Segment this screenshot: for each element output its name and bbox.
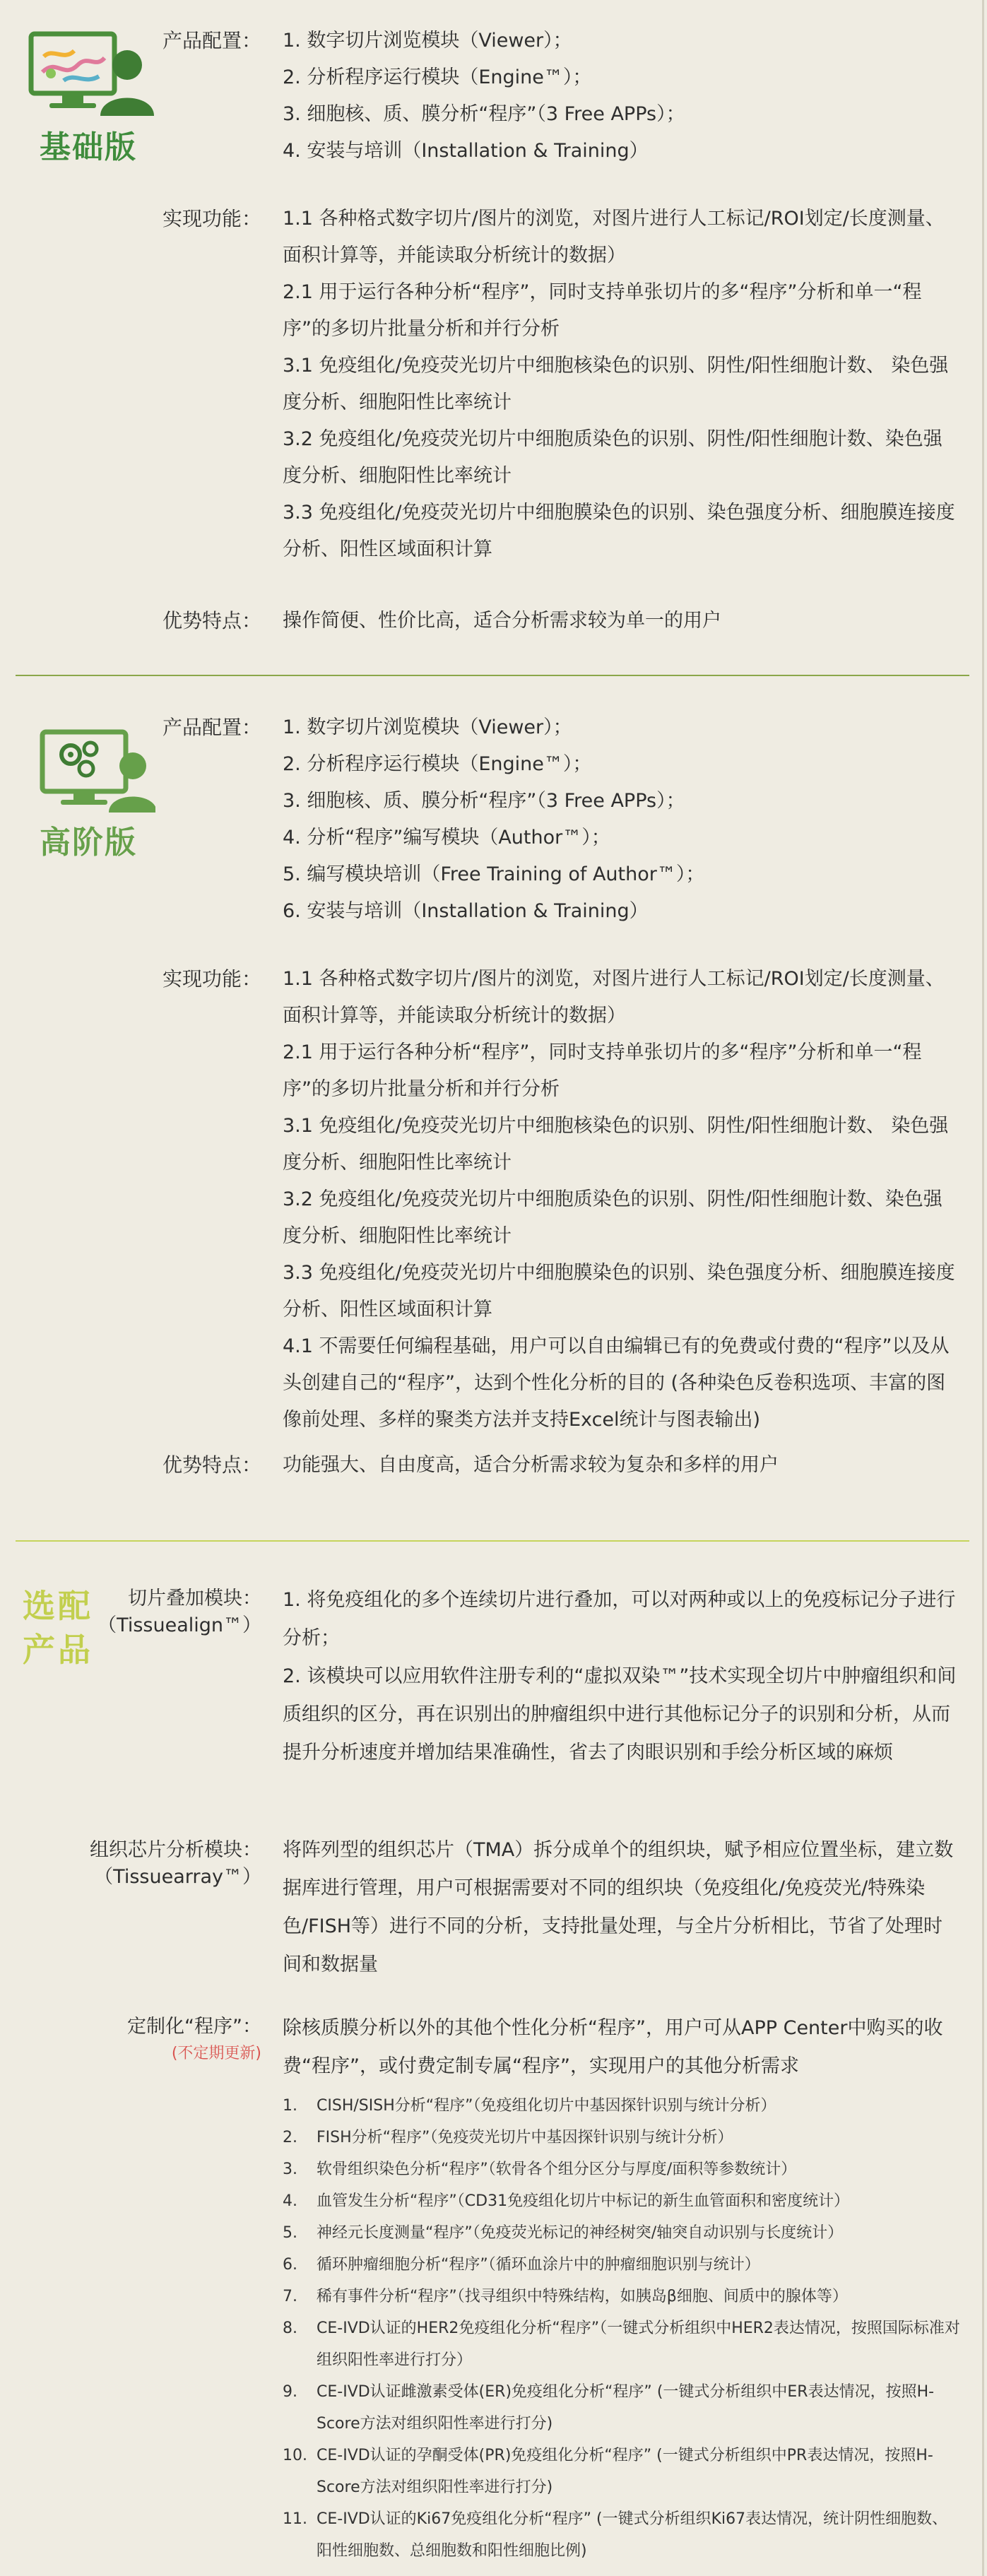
list-item-num: 7. <box>283 2288 297 2305</box>
list-item-num: 3. <box>283 2161 297 2178</box>
advanced-func-item: 4.1 不需要任何编程基础，用户可以自由编辑已有的免费或付费的“程序”以及从头创建自己的“程序”，达到个性化分析的目的 (各种染色反卷积选项、丰富的图像前处理、多样的聚类方法并支持Excel统计与图表输出) <box>283 1335 950 1431</box>
list-item-num: 6. <box>283 2256 297 2274</box>
advanced-title: 高阶版 <box>40 825 137 861</box>
list-item <box>283 2440 961 2503</box>
basic-adv-text: 操作简便、性价比高，适合分析需求较为单一的用户 <box>283 610 721 632</box>
basic-title: 基础版 <box>40 129 137 165</box>
list-item <box>283 2249 961 2281</box>
tissuearray-content: 将阵列型的组织芯片（TMA）拆分成单个的组织块，赋予相应位置坐标，建立数据库进行管理，用户可根据需要对不同的组织块（免疫组化/免疫荧光/特殊染色/FISH等）进行不同的分析，支持批量处理，与全片分析相比，节省了处理时间和数据量 <box>283 1839 954 1975</box>
basic-section <box>0 0 987 675</box>
basic-config-item: 2. 分析程序运行模块（Engine™）； <box>283 66 592 88</box>
advanced-config-item: 5. 编写模块培训（Free Training of Author™）； <box>283 863 705 885</box>
advanced-config-item: 4. 分析“程序”编写模块（Author™）； <box>283 827 610 849</box>
list-item-text: CE-IVD认证的孕酮受体(PR)免疫组化分析“程序” (一键式分析组织中PR表达情况，按照H-Score方法对组织阳性率进行打分) <box>317 2447 933 2496</box>
basic-func-item: 2.1 用于运行各种分析“程序”，同时支持单张切片的多“程序”分析和单一“程序”的多切片批量分析和并行分析 <box>283 281 922 340</box>
basic-config-item: 3. 细胞核、质、膜分析“程序”（3 Free APPs）； <box>283 103 685 125</box>
basic-config-label: 产品配置： <box>162 29 261 52</box>
optional-title-line2: 产品 <box>23 1631 93 1669</box>
tissuealign-content <box>283 1581 961 1772</box>
list-item-num: 8. <box>283 2320 297 2337</box>
advanced-config-list <box>283 709 961 930</box>
advanced-func-item: 3.1 免疫组化/免疫荧光切片中细胞核染色的识别、阴性/阳性细胞计数、 染色强度分析、细胞阳性比率统计 <box>283 1115 949 1174</box>
custom-label-main: 定制化“程序”： <box>127 2016 261 2038</box>
list-item-text: CE-IVD认证雌激素受体(ER)免疫组化分析“程序” (一键式分析组织中ER表达情况，按照H-Score方法对组织阳性率进行打分) <box>317 2383 935 2433</box>
custom-app-list <box>283 2090 961 2567</box>
advanced-adv-label: 优势特点： <box>162 1453 261 1477</box>
list-item-num: 1. <box>283 2097 297 2115</box>
advanced-func-item: 3.3 免疫组化/免疫荧光切片中细胞膜染色的识别、染色强度分析、细胞膜连接度分析、阳性区域面积计算 <box>283 1262 955 1321</box>
advanced-config-label: 产品配置： <box>162 716 261 739</box>
basic-func-label: 实现功能： <box>162 207 261 230</box>
list-item-text: CE-IVD认证的HER2免疫组化分析“程序”（一键式分析组织中HER2表达情况，按照国际标准对组织阳性率进行打分） <box>317 2320 960 2369</box>
tissuearray-label-main: 组织芯片分析模块： <box>90 1839 261 1861</box>
list-item <box>283 2376 961 2440</box>
list-item-text: CE-IVD认证的Ki67免疫组化分析“程序” (一键式分析组织Ki67表达情况，统计阴性细胞数、阳性细胞数、总细胞数和阳性细胞比例) <box>317 2510 948 2560</box>
tissuearray-label <box>0 1837 261 1891</box>
advanced-config-item: 2. 分析程序运行模块（Engine™）； <box>283 753 592 775</box>
list-item-num: 9. <box>283 2383 297 2401</box>
tissuealign-label-main: 切片叠加模块： <box>128 1588 261 1609</box>
list-item <box>283 2090 961 2122</box>
advanced-adv-text: 功能强大、自由度高，适合分析需求较为复杂和多样的用户 <box>283 1454 779 1476</box>
tissuealign-label <box>0 1585 261 1639</box>
section-divider <box>16 675 969 676</box>
list-item-text: 血管发生分析“程序”（CD31免疫组化切片中标记的新生血管面积和密度统计） <box>317 2192 850 2210</box>
advanced-section <box>0 677 987 1539</box>
list-item-num: 4. <box>283 2192 297 2210</box>
list-item-text: 循环肿瘤细胞分析“程序”（循环血涂片中的肿瘤细胞识别与统计） <box>317 2256 760 2274</box>
list-item-text: 稀有事件分析“程序”（找寻组织中特殊结构，如胰岛β细胞、间质中的腺体等） <box>317 2288 848 2305</box>
basic-func-item: 3.3 免疫组化/免疫荧光切片中细胞膜染色的识别、染色强度分析、细胞膜连接度分析、阳性区域面积计算 <box>283 502 955 560</box>
list-item <box>283 2503 961 2567</box>
list-item-text: CISH/SISH分析“程序”（免疫组化切片中基因探针识别与统计分析） <box>317 2097 776 2115</box>
tissuealign-item: 2. 该模块可以应用软件注册专利的“虚拟双染™”技术实现全切片中肿瘤组织和间质组织的区分，再在识别出的肿瘤组织中进行其他标记分子的识别和分析，从而提升分析速度并增加结果准确性，省去了肉眼识别和手绘分析区域的麻烦 <box>283 1665 957 1763</box>
custom-content: 除核质膜分析以外的其他个性化分析“程序”，用户可从APP Center中购买的收费“程序”，或付费定制专属“程序”，实现用户的其他分析需求 <box>283 2017 943 2077</box>
list-item-text: FISH分析“程序”（免疫荧光切片中基因探针识别与统计分析） <box>317 2129 733 2146</box>
advanced-config-item: 3. 细胞核、质、膜分析“程序”（3 Free APPs）； <box>283 790 685 812</box>
advanced-config-item: 6. 安装与培训（Installation & Training） <box>283 900 649 922</box>
basic-func-item: 3.2 免疫组化/免疫荧光切片中细胞质染色的识别、阴性/阳性细胞计数、染色强度分析、细胞阳性比率统计 <box>283 428 942 487</box>
tissuealign-item: 1. 将免疫组化的多个连续切片进行叠加，可以对两种或以上的免疫标记分子进行分析； <box>283 1589 956 1649</box>
tissuearray-label-sub: （Tissuearray™） <box>94 1866 261 1888</box>
list-item <box>283 2217 961 2249</box>
basic-adv-label: 优势特点： <box>162 609 261 632</box>
advanced-func-list <box>283 961 961 1438</box>
section-divider <box>16 1540 969 1542</box>
list-item-num: 5. <box>283 2224 297 2242</box>
optional-section <box>0 1543 987 2575</box>
advanced-func-item: 2.1 用于运行各种分析“程序”，同时支持单张切片的多“程序”分析和单一“程序”的多切片批量分析和并行分析 <box>283 1041 922 1100</box>
list-item-num: 10. <box>283 2447 307 2464</box>
custom-label <box>0 2014 261 2067</box>
advanced-func-item: 1.1 各种格式数字切片/图片的浏览，对图片进行人工标记/ROI划定/长度测量、面积计算等，并能读取分析统计的数据） <box>283 968 945 1027</box>
tissuealign-label-sub: （Tissuealign™） <box>97 1614 261 1636</box>
basic-func-item: 3.1 免疫组化/免疫荧光切片中细胞核染色的识别、阴性/阳性细胞计数、 染色强度分析、细胞阳性比率统计 <box>283 355 949 413</box>
list-item-num: 2. <box>283 2129 297 2146</box>
list-item <box>283 2122 961 2153</box>
list-item <box>283 2312 961 2376</box>
advanced-config-item: 1. 数字切片浏览模块（Viewer）； <box>283 716 572 738</box>
list-item-text: 软骨组织染色分析“程序”（软骨各个组分区分与厚度/面积等参数统计） <box>317 2161 797 2178</box>
list-item <box>283 2185 961 2217</box>
custom-label-sub: (不定期更新) <box>171 2045 261 2062</box>
basic-config-item: 1. 数字切片浏览模块（Viewer）； <box>283 30 572 52</box>
list-item <box>283 2153 961 2185</box>
list-item <box>283 2281 961 2312</box>
basic-func-list <box>283 201 961 568</box>
advanced-func-item: 3.2 免疫组化/免疫荧光切片中细胞质染色的识别、阴性/阳性细胞计数、染色强度分析、细胞阳性比率统计 <box>283 1188 942 1247</box>
optional-title-line1: 选配 <box>23 1587 93 1625</box>
basic-config-item: 4. 安装与培训（Installation & Training） <box>283 140 649 162</box>
basic-func-item: 1.1 各种格式数字切片/图片的浏览，对图片进行人工标记/ROI划定/长度测量、面积计算等，并能读取分析统计的数据） <box>283 208 945 266</box>
basic-config-list <box>283 23 961 170</box>
list-item-num: 11. <box>283 2510 307 2528</box>
list-item-text: 神经元长度测量“程序”（免疫荧光标记的神经树突/轴突自动识别与长度统计） <box>317 2224 844 2242</box>
advanced-func-label: 实现功能： <box>162 967 261 991</box>
